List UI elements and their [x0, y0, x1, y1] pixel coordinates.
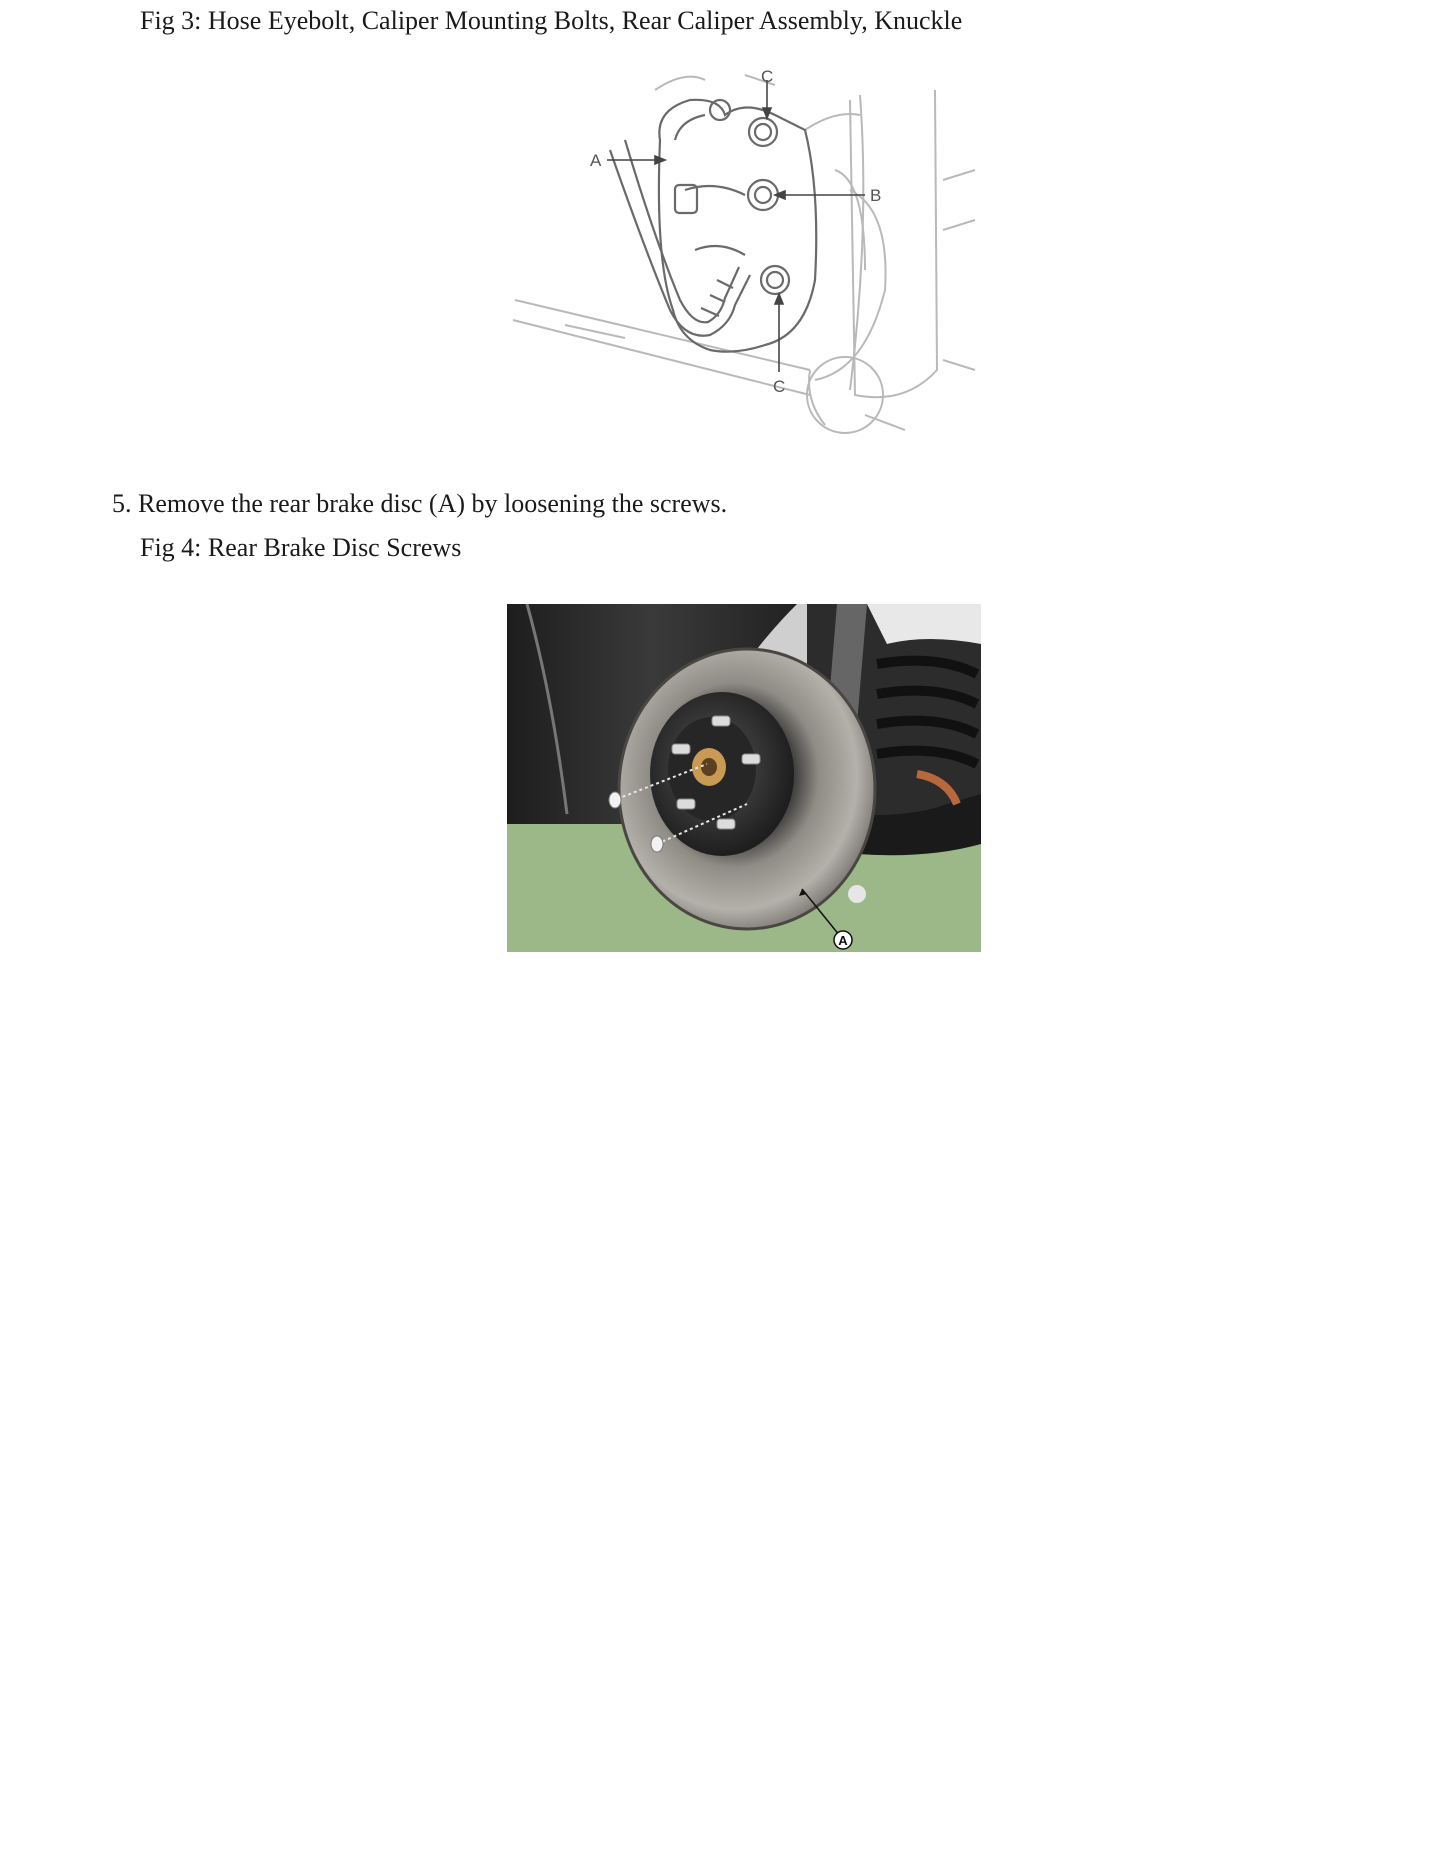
step-number: 5. [112, 489, 132, 518]
fig4-label-a: A [838, 933, 848, 948]
fig3-label-c-top: C [761, 70, 774, 86]
fig3-caption: Fig 3: Hose Eyebolt, Caliper Mounting Bolts, Rear Caliper Assembly, Knuckle [140, 6, 963, 35]
fig3-illustration [505, 70, 985, 440]
step-text: Remove the rear brake disc (A) by loosening the screws. [138, 489, 728, 518]
fig3-label-b: B [870, 186, 882, 205]
fig4-photo [507, 604, 981, 952]
fig4-caption: Fig 4: Rear Brake Disc Screws [140, 533, 462, 562]
step-5 [112, 488, 727, 520]
fig3-label-c-bottom: C [773, 377, 786, 396]
fig3-label-a: A [590, 151, 602, 170]
